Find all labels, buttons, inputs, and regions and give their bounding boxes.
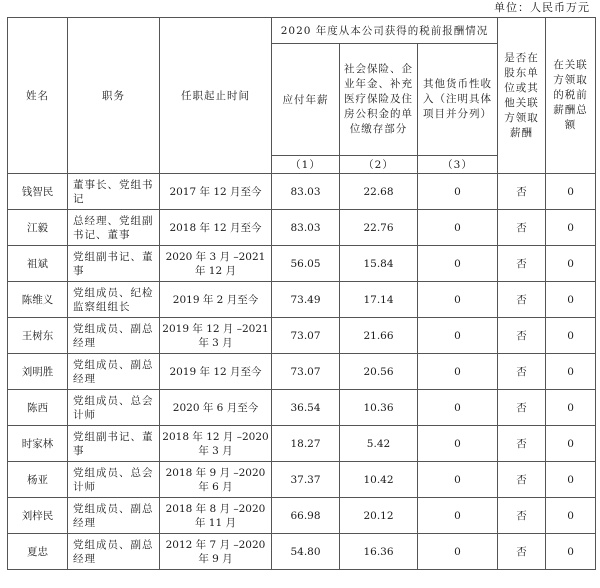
cell-position: 党组成员、总会计师 <box>68 390 160 426</box>
cell-name: 刘明胜 <box>8 354 68 390</box>
cell-other: 0 <box>418 354 498 390</box>
table-row <box>8 354 596 390</box>
cell-other: 0 <box>418 318 498 354</box>
cell-term: 2018 年 8 月 –2020 年 11 月 <box>160 498 272 534</box>
cell-social: 16.36 <box>340 534 418 570</box>
cell-other: 0 <box>418 282 498 318</box>
cell-position: 党组成员、副总经理 <box>68 318 160 354</box>
table-row <box>8 498 596 534</box>
cell-social: 15.84 <box>340 246 418 282</box>
cell-salary: 18.27 <box>272 426 340 462</box>
cell-social: 20.12 <box>340 498 418 534</box>
cell-salary: 73.07 <box>272 354 340 390</box>
cell-salary: 36.54 <box>272 390 340 426</box>
table-row <box>8 534 596 570</box>
cell-related-paid: 否 <box>498 246 546 282</box>
cell-related-total: 0 <box>546 462 596 498</box>
table-row <box>8 318 596 354</box>
cell-related-paid: 否 <box>498 426 546 462</box>
table-row <box>8 390 596 426</box>
cell-term: 2020 年 6 月至今 <box>160 390 272 426</box>
cell-related-total: 0 <box>546 174 596 210</box>
cell-related-total: 0 <box>546 282 596 318</box>
cell-term: 2012 年 7 月 –2020 年 9 月 <box>160 534 272 570</box>
cell-term: 2018 年 12 月 –2020 年 3 月 <box>160 426 272 462</box>
header-term: 任职起止时间 <box>160 18 272 174</box>
cell-salary: 73.49 <box>272 282 340 318</box>
header-position: 职务 <box>68 18 160 174</box>
cell-position: 党组成员、副总经理 <box>68 498 160 534</box>
cell-position: 党组成员、总会计师 <box>68 462 160 498</box>
cell-name: 夏忠 <box>8 534 68 570</box>
cell-related-paid: 否 <box>498 174 546 210</box>
cell-related-total: 0 <box>546 318 596 354</box>
cell-other: 0 <box>418 426 498 462</box>
cell-name: 钱智民 <box>8 174 68 210</box>
cell-term: 2018 年 12 月至今 <box>160 210 272 246</box>
table-row <box>8 246 596 282</box>
header-salary-index: （1） <box>272 156 340 174</box>
cell-social: 17.14 <box>340 282 418 318</box>
cell-name: 陈维义 <box>8 282 68 318</box>
cell-social: 10.42 <box>340 462 418 498</box>
table-row <box>8 426 596 462</box>
cell-salary: 54.80 <box>272 534 340 570</box>
cell-related-total: 0 <box>546 534 596 570</box>
cell-other: 0 <box>418 534 498 570</box>
header-social-index: （2） <box>340 156 418 174</box>
cell-other: 0 <box>418 246 498 282</box>
table-row <box>8 282 596 318</box>
cell-term: 2018 年 9 月 –2020 年 6 月 <box>160 462 272 498</box>
table-row <box>8 174 596 210</box>
cell-related-paid: 否 <box>498 390 546 426</box>
cell-social: 22.68 <box>340 174 418 210</box>
cell-term: 2019 年 12 月至今 <box>160 354 272 390</box>
cell-term: 2020 年 3 月 –2021 年 12 月 <box>160 246 272 282</box>
compensation-table <box>7 17 596 570</box>
cell-related-paid: 否 <box>498 282 546 318</box>
cell-term: 2019 年 2 月至今 <box>160 282 272 318</box>
cell-other: 0 <box>418 174 498 210</box>
cell-name: 陈西 <box>8 390 68 426</box>
cell-other: 0 <box>418 462 498 498</box>
header-related-paid: 是否在股东单位或其他关联方领取薪酬 <box>498 18 546 174</box>
cell-social: 22.76 <box>340 210 418 246</box>
cell-term: 2019 年 12 月 –2021 年 3 月 <box>160 318 272 354</box>
cell-salary: 83.03 <box>272 210 340 246</box>
cell-related-paid: 否 <box>498 354 546 390</box>
cell-name: 杨亚 <box>8 462 68 498</box>
table-row <box>8 462 596 498</box>
cell-name: 祖斌 <box>8 246 68 282</box>
cell-social: 10.36 <box>340 390 418 426</box>
header-group: 2020 年度从本公司获得的税前报酬情况 <box>272 18 498 44</box>
cell-name: 江毅 <box>8 210 68 246</box>
cell-position: 董事长、党组书记 <box>68 174 160 210</box>
cell-term: 2017 年 12 月至今 <box>160 174 272 210</box>
cell-related-total: 0 <box>546 354 596 390</box>
cell-salary: 66.98 <box>272 498 340 534</box>
cell-related-total: 0 <box>546 210 596 246</box>
cell-salary: 37.37 <box>272 462 340 498</box>
header-social: 社会保险、企业年金、补充医疗保险及住房公积金的单位缴存部分 <box>340 44 418 156</box>
cell-related-paid: 否 <box>498 210 546 246</box>
cell-related-paid: 否 <box>498 534 546 570</box>
cell-related-paid: 否 <box>498 498 546 534</box>
header-other-index: （3） <box>418 156 498 174</box>
cell-related-total: 0 <box>546 426 596 462</box>
header-related-total: 在关联方领取的税前薪酬总额 <box>546 18 596 174</box>
cell-position: 总经理、党组副书记、董事 <box>68 210 160 246</box>
cell-social: 20.56 <box>340 354 418 390</box>
cell-social: 21.66 <box>340 318 418 354</box>
cell-related-total: 0 <box>546 246 596 282</box>
cell-position: 党组副书记、董事 <box>68 246 160 282</box>
header-name: 姓名 <box>8 18 68 174</box>
cell-related-total: 0 <box>546 390 596 426</box>
cell-position: 党组成员、副总经理 <box>68 354 160 390</box>
cell-salary: 56.05 <box>272 246 340 282</box>
cell-other: 0 <box>418 210 498 246</box>
header-other: 其他货币性收入（注明具体项目并分列） <box>418 44 498 156</box>
cell-related-paid: 否 <box>498 318 546 354</box>
cell-position: 党组成员、副总经理 <box>68 534 160 570</box>
cell-salary: 73.07 <box>272 318 340 354</box>
cell-related-total: 0 <box>546 498 596 534</box>
table-row <box>8 210 596 246</box>
cell-related-paid: 否 <box>498 462 546 498</box>
cell-name: 王树东 <box>8 318 68 354</box>
cell-position: 党组成员、纪检监察组组长 <box>68 282 160 318</box>
cell-other: 0 <box>418 390 498 426</box>
cell-social: 5.42 <box>340 426 418 462</box>
cell-position: 党组副书记、董事 <box>68 426 160 462</box>
cell-name: 时家林 <box>8 426 68 462</box>
cell-name: 刘梓民 <box>8 498 68 534</box>
unit-label: 单位：人民币万元 <box>494 1 590 14</box>
cell-other: 0 <box>418 498 498 534</box>
header-salary: 应付年薪 <box>272 44 340 156</box>
cell-salary: 83.03 <box>272 174 340 210</box>
